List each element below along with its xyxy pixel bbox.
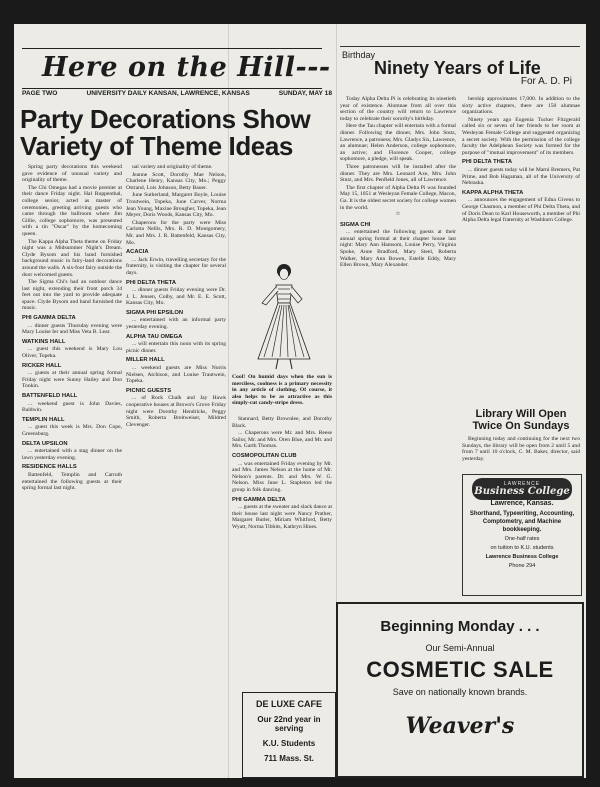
cosmetic-sale-ad — [336, 602, 584, 778]
org-text: Battenfeld, Templin and Carruth entertained the following guests at their spring formal last night. — [22, 471, 122, 492]
masthead-rule-top — [22, 48, 322, 49]
business-college-logo — [472, 478, 572, 500]
org-text: ... weekend guest is John Davies, Baldwin. — [22, 400, 122, 414]
org-heading: SIGMA CHI — [340, 221, 371, 228]
article-lead: Spring party decorations this weekend gave evidence of unusual variety and originality of theme. — [22, 164, 122, 184]
article-paragraph: Here the Tau chapter will entertain with a formal dinner. Following the dinner, Mrs. John Stutz, Lawrence, a patroness; Mrs. Gladys Six, Lawrence, an alumnae; Helen Anderson, college sophomore, an active; and Florence Cooper, college sophomore, a pledge, will speak. — [340, 123, 456, 163]
org-heading: COSMOPOLITAN CLUB — [232, 452, 297, 459]
article-paragraph: The Kappa Alpha Theta theme on Friday night was a Midsummer Night's Dream. Clyde Bysom and his band furnished background music in fairy-land decorations around the walls. A six-foot fairy outside the door welcomed guests. — [22, 238, 122, 278]
article-paragraph: bership approximates 17,000. In addition to the sixty active chapters, there are 150 alumnae organizations. — [462, 96, 580, 116]
business-phone: Phone 294 — [508, 563, 536, 569]
birthday-subtitle: For A. D. Pi — [520, 76, 572, 87]
org-heading: ALPHA TAU OMEGA — [126, 333, 183, 340]
article-paragraph: Chaperons for the party were Miss Carlotta Nellis, Mrs. R. D. Montgomery, Mr. and Mrs. J. R. Battenfeld, Kansas City, Mo. — [126, 219, 226, 246]
folio-line — [22, 90, 332, 97]
article-paragraph: Ninety years ago Eugenia Tucker Fitzgerald called six or seven of her friends to her room at Wesleyan Female College and suggested organizing a secret society. With the permission of the college faculty the Adelphean Society was formed for the purpose of "mutual improvement" of its members. — [462, 116, 580, 156]
business-location: Lawrence, Kansas. — [490, 500, 554, 507]
org-text: ... guest this week is Mrs. Don Cope, Greensburg. — [22, 424, 122, 437]
article-paragraph: Today Alpha Delta Pi is celebrating its ninetieth year of existence. Alumnae from all over this section of the country will return to Lawrence today to celebrate their sorority's birthday. — [340, 96, 456, 122]
ad-intro: Beginning Monday . . . — [380, 618, 540, 635]
cafe-name: DE LUXE CAFE — [255, 699, 322, 709]
org-text: ... guests at their annual spring formal Friday night were Sunny Hailey and Don Tonkin. — [22, 370, 122, 390]
logo-name: Business College — [474, 486, 570, 497]
org-text: ... announces the engagement of Edna Givens to George Chasmon, a member of Phi Delta Theta, and of Doris Dean to Karl Houseworth, a member of Phi Alpha Delta legal fraternity at Washburn College. — [462, 197, 580, 224]
figure-leg — [290, 359, 292, 369]
illustration-caption: Cool! On humid days when the sun is merciless, coolness is a primary necessity in any article of clothing. Of course, it also helps to be as attractive as this simply-cut candy-stripe dress. — [232, 374, 332, 407]
org-heading: SIGMA PHI EPSILON — [126, 309, 184, 316]
org-text: ... guests at the sweater and slack dance at their house last night were Nancy Prather, Margaret Butler, Miriam Whitford, Betty Wyatt, Norma Tibbits, Kathryn Hines. — [232, 504, 332, 530]
deluxe-cafe-ad — [242, 692, 336, 778]
library-headline: Library Will Open Twice On Sundays — [472, 408, 570, 432]
figure-leg — [276, 359, 278, 369]
article-column-1 — [22, 164, 122, 774]
article-paragraph: Stannard, Betty Brownlee, and Dorothy Black. — [232, 416, 332, 429]
org-text: ... entertained the following guests at their annual spring formal at their chapter house last night: Mary Ann Hamsom, Louise Perry, Virginia Spoke, Anne Bradford, Mary Steel, Roberta Walker, Mary Ann Bowen, Estelle Eddy, Mary Ellen Brown, Mary Alexander. — [340, 229, 456, 269]
business-footer: Lawrence Business College — [485, 554, 559, 560]
org-heading: DELTA UPSILON — [22, 440, 68, 447]
org-text: ... entertained with an informal party yesterday evening. — [126, 317, 226, 331]
cafe-audience: K.U. Students — [262, 739, 316, 748]
org-text: ... will entertain this noon with its spring picnic dinner. — [126, 341, 226, 354]
ad-subtitle: Our Semi-Annual — [425, 643, 495, 653]
logo-top-text: LAWRENCE — [503, 481, 541, 487]
cafe-tagline: Our 22nd year in serving — [257, 715, 321, 733]
section-rule — [340, 46, 580, 47]
birthday-title: Ninety Years of Life — [374, 58, 541, 78]
figure-arm-left — [262, 287, 278, 305]
org-text: ... guest this weekend is Mary Lou Oliver, Topeka. — [22, 346, 122, 360]
page-number: PAGE TWO — [22, 90, 58, 97]
figure-face — [280, 269, 289, 280]
org-heading: RICKER HALL — [22, 362, 62, 369]
business-note-2: on tuition to K.U. students — [490, 545, 554, 551]
article-column-4 — [340, 96, 456, 596]
ad-tagline: Save on nationally known brands. — [392, 687, 528, 697]
article-paragraph: ... Chaperons were Mr. and Mrs. Reese Sailor, Mr. and Mrs. Oren Blue, and Mr. and Mrs. Garth Thomas. — [232, 430, 332, 450]
business-courses: Shorthand, Typewriting, Accounting, Comptometry, and Machine bookkeeping. — [469, 511, 575, 533]
org-heading: RESIDENCE HALLS — [22, 464, 77, 471]
business-note: One-half rates — [504, 536, 540, 542]
article-paragraph: The Sigma Chi's had an outdoor dance last night, extending their front porch 34 feet out into the yard to provide adequate space. Clyde Bysom and band furnished the music. — [22, 279, 122, 312]
cafe-address: 711 Mass. St. — [264, 754, 314, 763]
org-heading: ACACIA — [126, 249, 149, 256]
org-text: ... Jack Erwin, travelling secretary for the fraternity, is visiting the chapter for several days. — [126, 256, 226, 276]
org-heading: MILLER HALL — [126, 357, 165, 364]
library-article — [462, 436, 580, 472]
article-paragraph: June Sutherland, Margaret Boyle, Louise Troutwein, Topeka, June Carver, Norma Jean Young, Maxine Brougher, Topeka, Jean Meyer, Doris Woods, Kansas City, Mo. — [126, 192, 226, 219]
org-heading: BATTENFELD HALL — [22, 393, 78, 399]
org-heading: PICNIC GUESTS — [126, 387, 172, 394]
masthead — [22, 28, 332, 116]
fashion-illustration — [238, 259, 324, 371]
birthday-label: Birthday — [342, 50, 376, 60]
org-heading: WATKINS HALL — [22, 338, 66, 345]
org-heading: PHI GAMMA DELTA — [22, 315, 76, 322]
main-headline: Party Decorations Show Variety of Theme Ideas — [20, 104, 311, 161]
figure-arm-right — [290, 287, 302, 303]
org-text: ... entertained with a stag dinner on the lawn yesterday evening. — [22, 448, 122, 461]
org-text: ... dinner guests today will be Marni Bremers, Pat Prime, and Bob Hagaman, all of the University of Nebraska. — [462, 166, 580, 187]
store-logo: Weaver's — [405, 713, 515, 739]
separator-star: ✩ — [395, 212, 401, 218]
org-text: ... weekend guests are Miss Norris Nielsen, Atchison, and Louise Trautwein, Topeka. — [126, 365, 226, 385]
issue-date: SUNDAY, MAY 18 — [278, 90, 332, 97]
article-paragraph: The first chapter of Alpha Delta Pi was founded May 15, 1851 at Wesleyan Female College, Macon, Ga. It is the oldest secret society for college women in the world. — [340, 184, 456, 211]
article-column-5 — [462, 96, 580, 346]
org-heading: PHI DELTA THETA — [462, 159, 513, 166]
org-heading: PHI GAMMA DELTA — [232, 496, 286, 503]
article-paragraph: ual variety and originality of theme. — [132, 164, 213, 170]
org-heading: PHI DELTA THETA — [126, 279, 177, 286]
article-paragraph: Jeanne Scott, Dorothy Mae Nelson, Charlene Henry, Kansas City, Mo.; Peggy Ostrand, Lois Johnson, Betty Bauer. — [126, 171, 226, 191]
org-heading: TEMPLIN HALL — [22, 416, 65, 423]
article-column-3 — [232, 416, 332, 684]
org-text: ... dinner guests Friday evening were Dr. J. L. Jensen, Colby, and Mr. E. E. Scott, Kansas City, Mo. — [126, 287, 226, 307]
ad-headline: COSMETIC SALE — [366, 657, 554, 682]
newspaper-page — [14, 24, 586, 778]
masthead-rule-bottom — [22, 88, 322, 89]
paper-name: UNIVERSITY DAILY KANSAN, LAWRENCE, KANSAS — [86, 90, 250, 97]
article-paragraph: Three patronesses will be installed after the dinner. They are Mrs. Leonard Axe, Mrs. John Stutz, and Mrs. Penfield Jones, all of Lawrence. — [340, 163, 456, 184]
org-text: ... dinner guests Thursday evening were Mary Louise Ier and Miss Veta B. Lear. — [22, 322, 122, 336]
masthead-title: Here on the Hill--- — [42, 52, 331, 83]
org-text: ... of Rock Chalk and Jay Hawk cooperative houses at Brown's Grove Friday night were Dorothy Hendricks, Peggy Smith, Roberta Breitweiser, Mildred Clevenger. — [126, 395, 226, 428]
library-text: Beginning today and continuing for the next two Sundays, the library will be open from 2 until 5 and from 7 until 10 o'clock, C. M. Baker, director, said yesterday. — [462, 436, 580, 462]
org-text: ... was entertained Friday evening by Mr. and Mrs. James Nelson at the home of Mr. Nelson's parents. Dr. and Mrs. W. G. Nelson. Miss June L. Stapleton led the group in folk dancing. — [232, 460, 332, 493]
org-heading: KAPPA ALPHA THETA — [462, 189, 524, 196]
article-paragraph: The Chi Omegas had a movie premier at their dance Friday night. Hal Ruppenthal, college senior, acted as master of ceremonies, greeting arriving guests who came through the ballroom where Jim Gillie, college sophomore, was presented with a tin "Oscar" by the homecoming queen. — [22, 184, 122, 237]
business-college-ad — [462, 474, 582, 596]
article-column-2 — [126, 164, 226, 774]
